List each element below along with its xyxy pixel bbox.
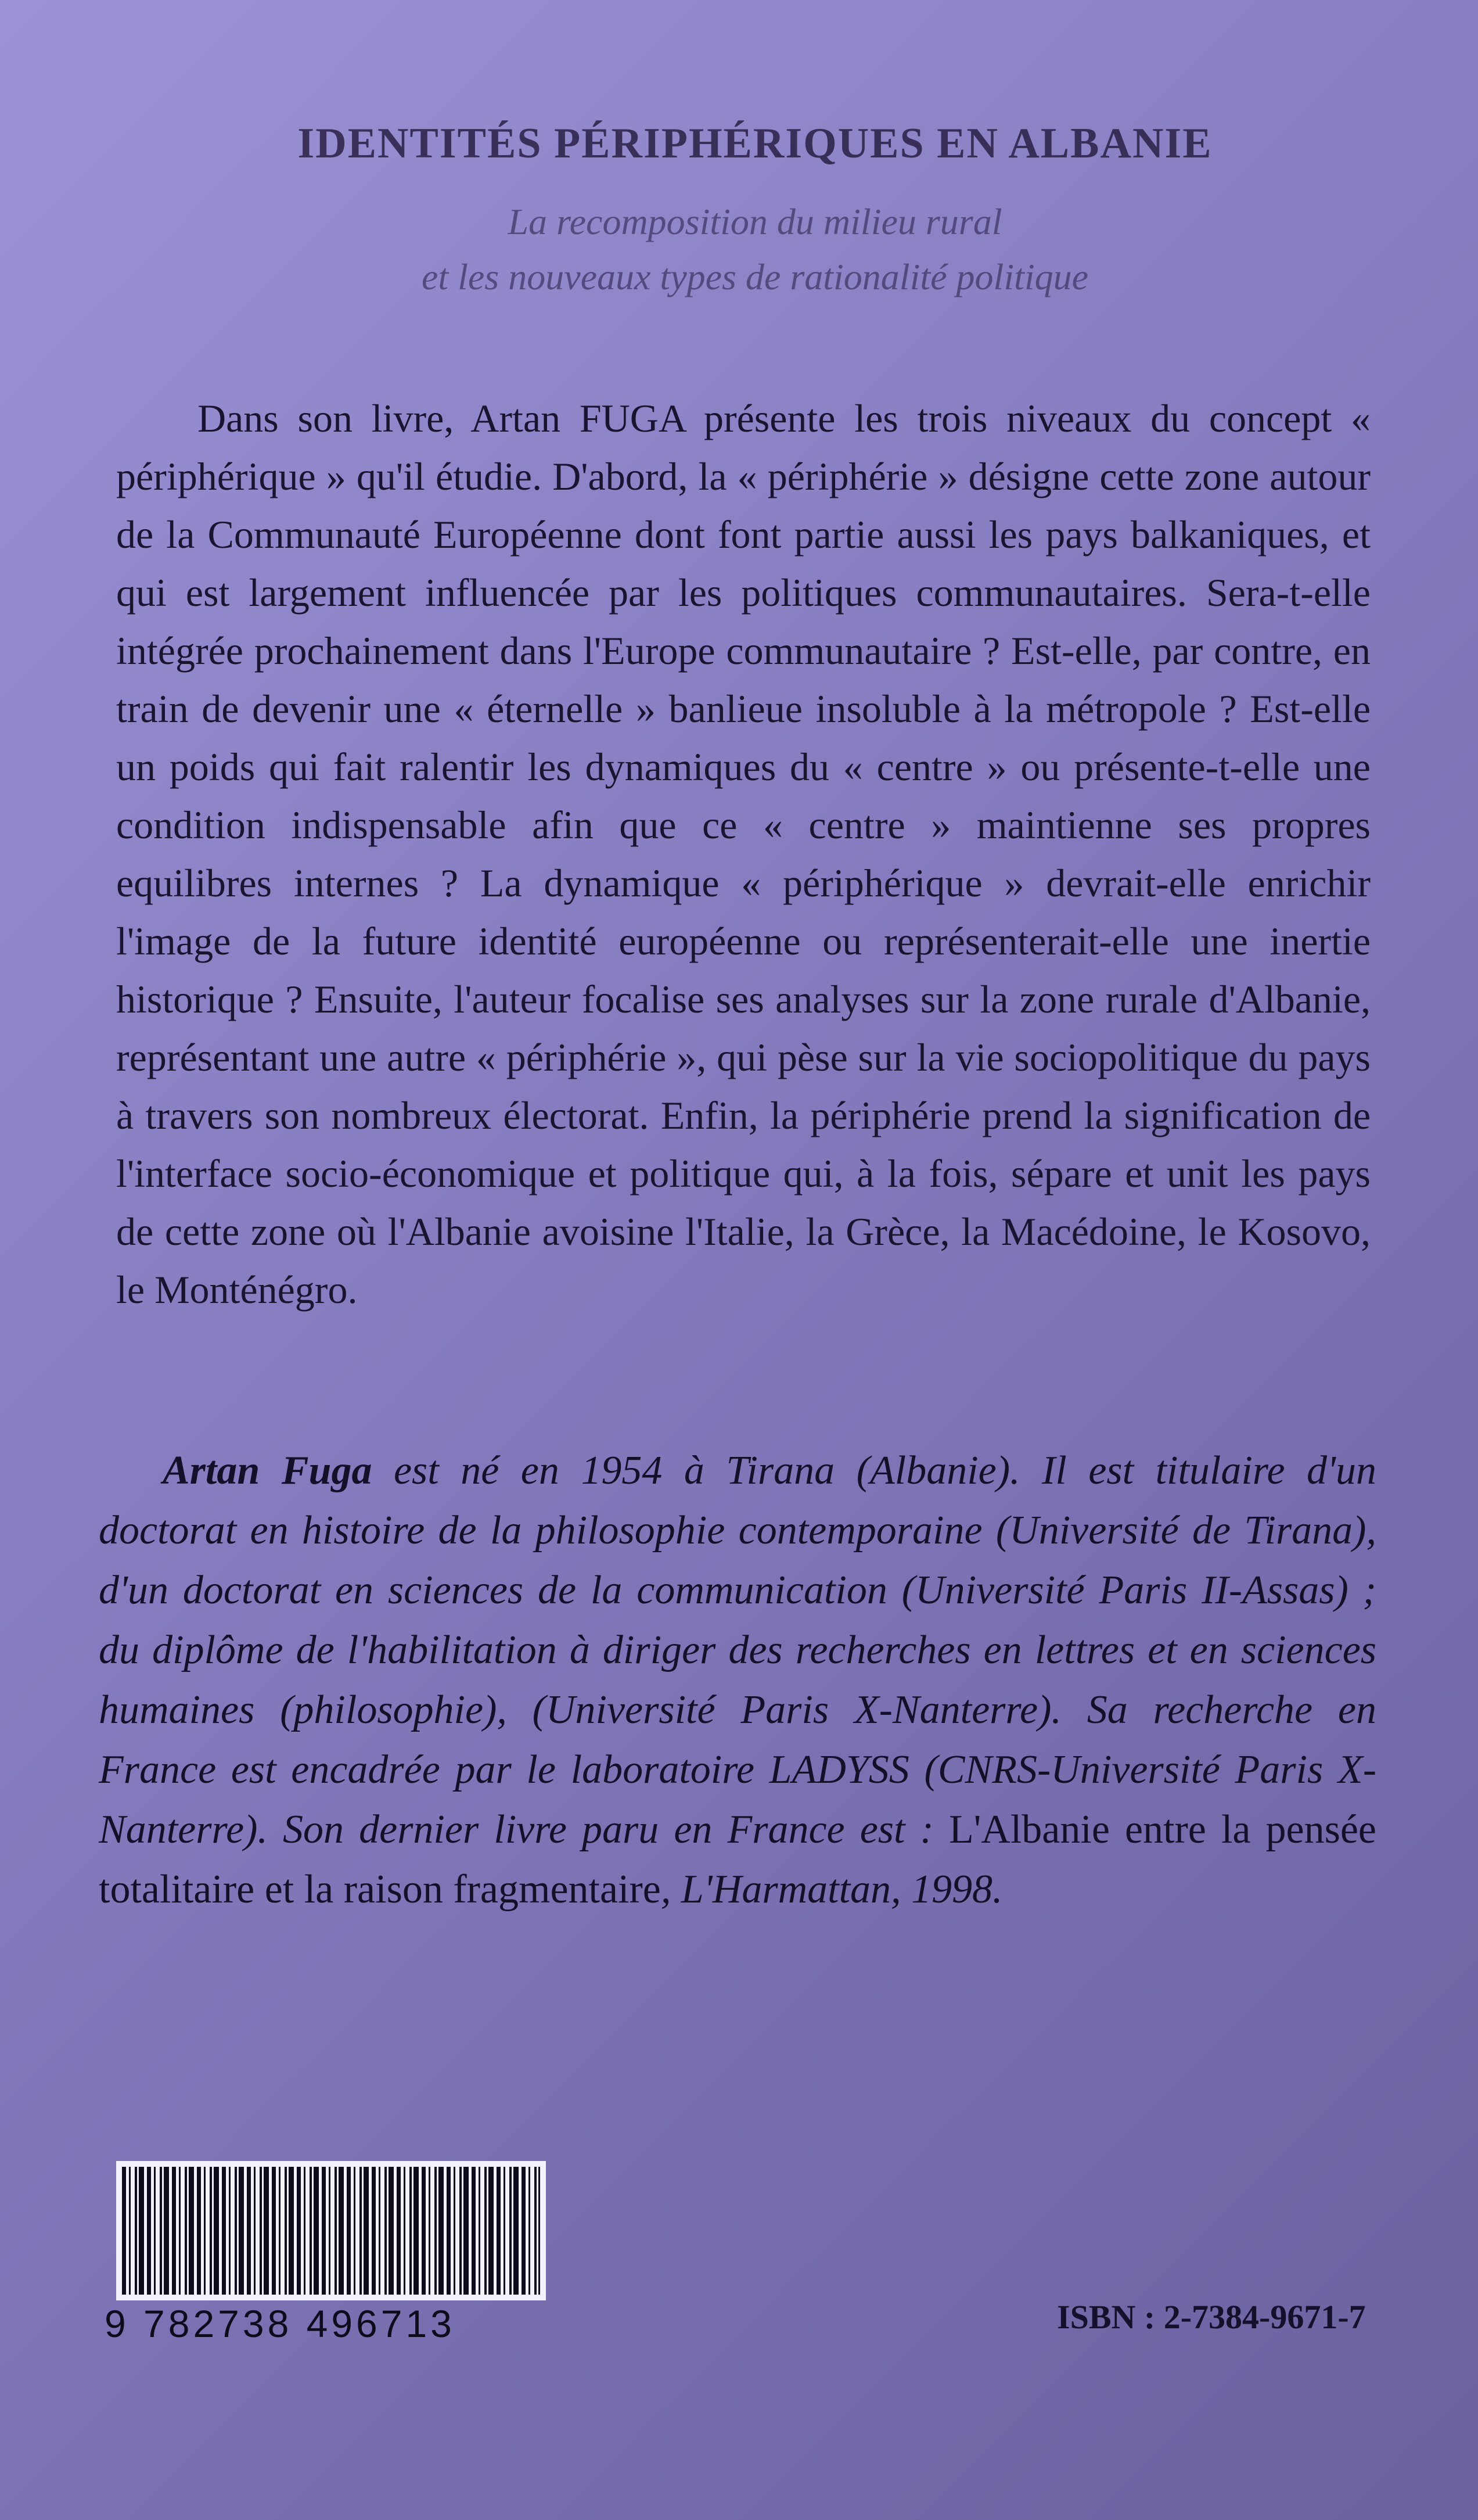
barcode-bars [122,2167,540,2295]
last-book-title: L'Albanie entre la pensée totalitaire et la raison fragmentaire [99,1807,1376,1912]
author-biography [99,1441,1376,1919]
book-title: IDENTITÉS PÉRIPHÉRIQUES EN ALBANIE [297,120,1213,167]
barcode-box [116,2161,546,2300]
isbn-label: ISBN : 2-7384-9671-7 [1057,2298,1366,2336]
barcode [105,2161,546,2359]
book-summary: Dans son livre, Artan FUGA présente les trois niveaux du concept « périphérique » qu'il étudie. D'abord, la « périphérie » désigne cette zone autour de la Communauté Européenne dont font partie aussi les pays balkaniques, et qui est largement influencée par les politiques communautaires. Sera-t-elle intégrée prochainement dans l'Europe communautaire ? Est-elle, par contre, en train de devenir une « éternelle » banlieue insoluble à la métropole ? Est-elle un poids qui fait ralentir les dynamiques du « centre » ou présente-t-elle une condition indispensable afin que ce « centre » maintienne ses propres equilibres internes ? La dynamique « périphérique » devrait-elle enrichir l'image de la future identité européenne ou représenterait-elle une inertie historique ? Ensuite, l'auteur focalise ses analyses sur la zone rurale d'Albanie, représentant une autre « périphérie », qui pèse sur la vie sociopolitique du pays à travers son nombreux électorat. Enfin, la périphérie prend la signification de l'interface socio-économique et politique qui, à la fois, sépare et unit les pays de cette zone où l'Albanie avoisine l'Italie, la Grèce, la Macédoine, le Kosovo, le Monténégro. [116,396,1371,1312]
barcode-digits: 9 782738 496713 [105,2302,455,2345]
author-bio-text: est né en 1954 à Tirana (Albanie). Il est titulaire d'un doctorat en histoire de la philosophie contemporaine (Université de Tirana), d'un doctorat en sciences de la communication (Université Paris II-Assas) ; du diplôme de l'habilitation à diriger des recherches en lettres et en sciences humaines (philosophie), (Université Paris X-Nanterre). Sa recherche en France est encadrée par le laboratoire LADYSS (CNRS-Université Paris X-Nanterre). Son dernier livre paru en France est : [99,1448,1376,1852]
author-name: Artan Fuga [163,1448,372,1493]
publisher-year: , L'Harmattan, 1998. [660,1867,1003,1912]
book-subtitle-line-1: La recomposition du milieu rural [508,201,1002,242]
book-subtitle-line-2: et les nouveaux types de rationalité politique [421,256,1089,297]
